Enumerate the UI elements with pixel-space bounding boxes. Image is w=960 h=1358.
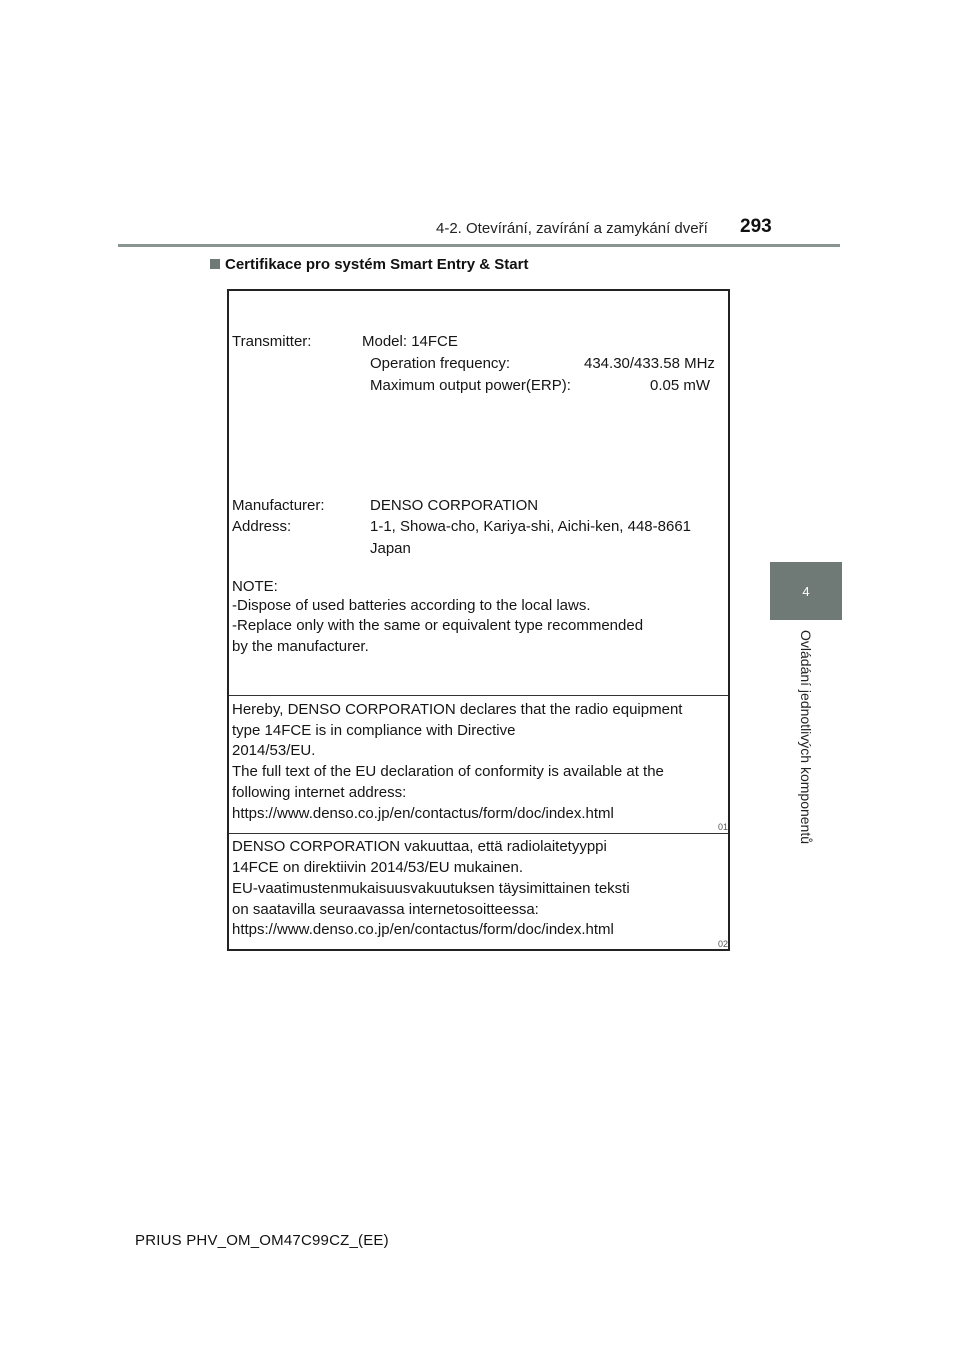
frequency-label: Operation frequency: xyxy=(370,355,511,372)
finnish-declaration-line: 14FCE on direktiivin 2014/53/EU mukainen. xyxy=(232,859,523,876)
section-divider xyxy=(229,695,728,696)
english-declaration-line: type 14FCE is in compliance with Directive xyxy=(232,722,516,739)
section-heading-text: Certifikace pro systém Smart Entry & Start xyxy=(225,256,529,273)
chapter-side-label: Ovládání jednotlivých komponentů xyxy=(798,630,814,845)
page-number: 293 xyxy=(740,216,772,237)
chapter-number: 4 xyxy=(802,583,810,599)
certification-label-box xyxy=(227,289,730,951)
address-line-2: Japan xyxy=(370,540,411,557)
english-declaration-line: following internet address: xyxy=(232,784,407,801)
square-bullet-icon xyxy=(210,259,220,269)
transmitter-label: Transmitter: xyxy=(232,333,312,350)
finnish-declaration-line: EU-vaatimustenmukaisuusvakuutuksen täysimittainen teksti xyxy=(232,880,630,897)
english-declaration-line: 2014/53/EU. xyxy=(232,742,316,759)
finnish-block-code: 02 xyxy=(718,939,729,949)
running-header-section-title: 4-2. Otevírání, zavírání a zamykání dveří xyxy=(436,220,708,237)
manufacturer-value: DENSO CORPORATION xyxy=(370,497,539,514)
model-text: Model: 14FCE xyxy=(362,333,458,350)
chapter-tab xyxy=(770,562,842,620)
english-declaration-line: The full text of the EU declaration of conformity is available at the xyxy=(232,763,664,780)
finnish-declaration-line: DENSO CORPORATION vakuuttaa, että radiolaitetyyppi xyxy=(232,838,607,855)
english-block-code: 01 xyxy=(718,822,729,832)
note-item: -Dispose of used batteries according to the local laws. xyxy=(232,597,591,614)
manufacturer-label: Manufacturer: xyxy=(232,497,325,514)
note-title: NOTE: xyxy=(232,578,278,595)
frequency-value: 434.30/433.58 MHz xyxy=(584,355,715,372)
section-divider xyxy=(229,833,728,834)
english-declaration-url: https://www.denso.co.jp/en/contactus/form/doc/index.html xyxy=(232,805,614,822)
address-line-1: 1-1, Showa-cho, Kariya-shi, Aichi-ken, 448-8661 xyxy=(370,518,692,535)
finnish-declaration-line: on saatavilla seuraavassa internetosoitteessa: xyxy=(232,901,539,918)
section-heading xyxy=(210,256,528,273)
note-item: by the manufacturer. xyxy=(232,638,369,655)
note-item: -Replace only with the same or equivalent type recommended xyxy=(232,617,644,634)
english-declaration-line: Hereby, DENSO CORPORATION declares that the radio equipment xyxy=(232,701,683,718)
power-value: 0.05 mW xyxy=(650,377,711,394)
finnish-declaration-url: https://www.denso.co.jp/en/contactus/form/doc/index.html xyxy=(232,921,614,938)
power-label: Maximum output power(ERP): xyxy=(370,377,571,394)
address-label: Address: xyxy=(232,518,292,535)
header-divider xyxy=(118,244,840,247)
footer-model-code: PRIUS PHV_OM_OM47C99CZ_(EE) xyxy=(135,1232,389,1249)
